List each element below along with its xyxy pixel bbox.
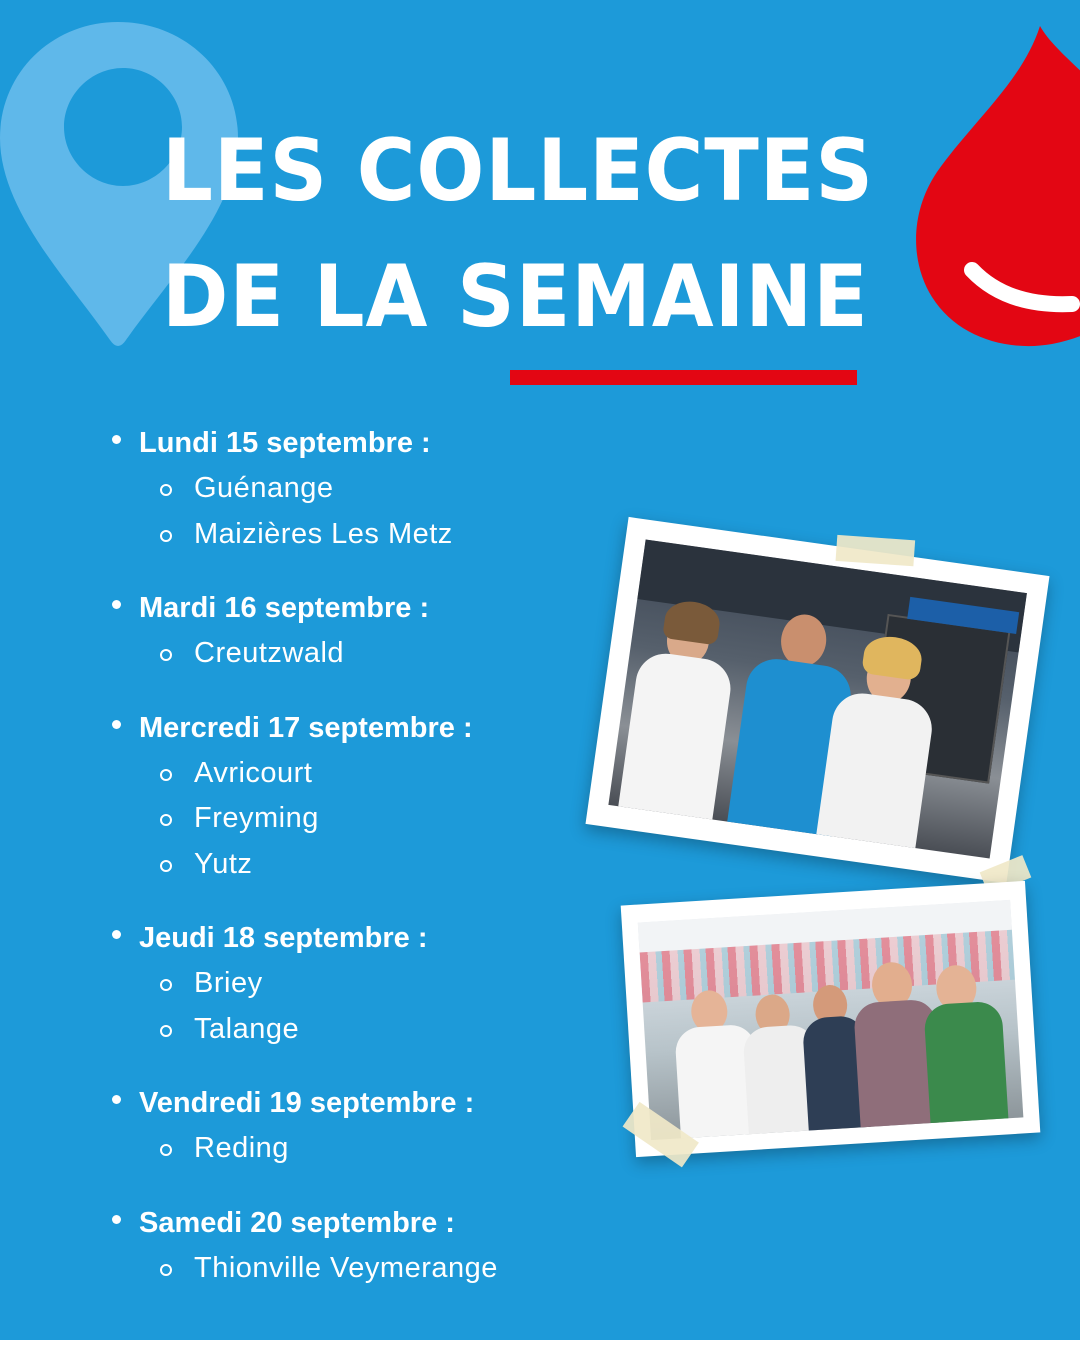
schedule-list (112, 420, 632, 1319)
circle-bullet-icon (160, 649, 172, 661)
town-item (112, 751, 632, 797)
town-label: Maizières Les Metz (194, 517, 453, 550)
day-label: Samedi 20 septembre : (139, 1206, 455, 1239)
town-item (112, 842, 632, 888)
circle-bullet-icon (160, 814, 172, 826)
day-item (112, 705, 632, 888)
day-label: Lundi 15 septembre : (139, 427, 431, 459)
photo-card-2 (621, 881, 1041, 1157)
circle-bullet-icon (160, 979, 172, 991)
town-item (112, 796, 632, 842)
circle-bullet-icon (160, 1264, 172, 1276)
circle-bullet-icon (160, 530, 172, 542)
town-item (112, 466, 632, 512)
day-item (112, 1080, 632, 1172)
town-item (112, 1246, 632, 1292)
bullet-icon (112, 930, 121, 939)
town-label: Briey (194, 967, 263, 999)
team-photo-1 (608, 540, 1027, 859)
day-item (112, 420, 632, 557)
circle-bullet-icon (160, 769, 172, 781)
day-label: Jeudi 18 septembre : (139, 922, 428, 954)
town-label: Guénange (194, 472, 334, 504)
town-label: Avricourt (194, 756, 313, 789)
circle-bullet-icon (160, 1025, 172, 1037)
day-item (112, 915, 632, 1052)
blood-drop-smile-icon (912, 22, 1080, 352)
page-title (162, 108, 874, 360)
day-item (112, 1200, 632, 1292)
title-line-1: LES COLLECTES (162, 121, 874, 221)
town-item (112, 961, 632, 1007)
title-line-2: DE LA SEMAINE (162, 247, 869, 347)
circle-bullet-icon (160, 1144, 172, 1156)
town-label: Creutzwald (194, 637, 345, 669)
bullet-icon (112, 1095, 121, 1104)
town-item (112, 1007, 632, 1053)
photo-card-1 (585, 517, 1049, 883)
bullet-icon (112, 720, 121, 729)
tape-strip (836, 535, 916, 566)
town-label: Yutz (194, 847, 253, 880)
bullet-icon (112, 1215, 121, 1224)
circle-bullet-icon (160, 860, 172, 872)
town-label: Reding (194, 1132, 289, 1164)
day-item (112, 585, 632, 677)
town-item (112, 1126, 632, 1172)
town-item (112, 512, 632, 558)
day-label: Mardi 16 septembre : (139, 592, 430, 624)
town-label: Talange (194, 1012, 300, 1045)
bullet-icon (112, 600, 121, 609)
town-label: Thionville Veymerange (194, 1251, 498, 1284)
day-label: Mercredi 17 septembre : (139, 711, 473, 744)
day-label: Vendredi 19 septembre : (139, 1087, 475, 1119)
town-item (112, 631, 632, 677)
circle-bullet-icon (160, 484, 172, 496)
town-label: Freyming (194, 802, 319, 834)
team-photo-2 (638, 900, 1024, 1140)
title-underline (510, 370, 857, 385)
bullet-icon (112, 435, 121, 444)
